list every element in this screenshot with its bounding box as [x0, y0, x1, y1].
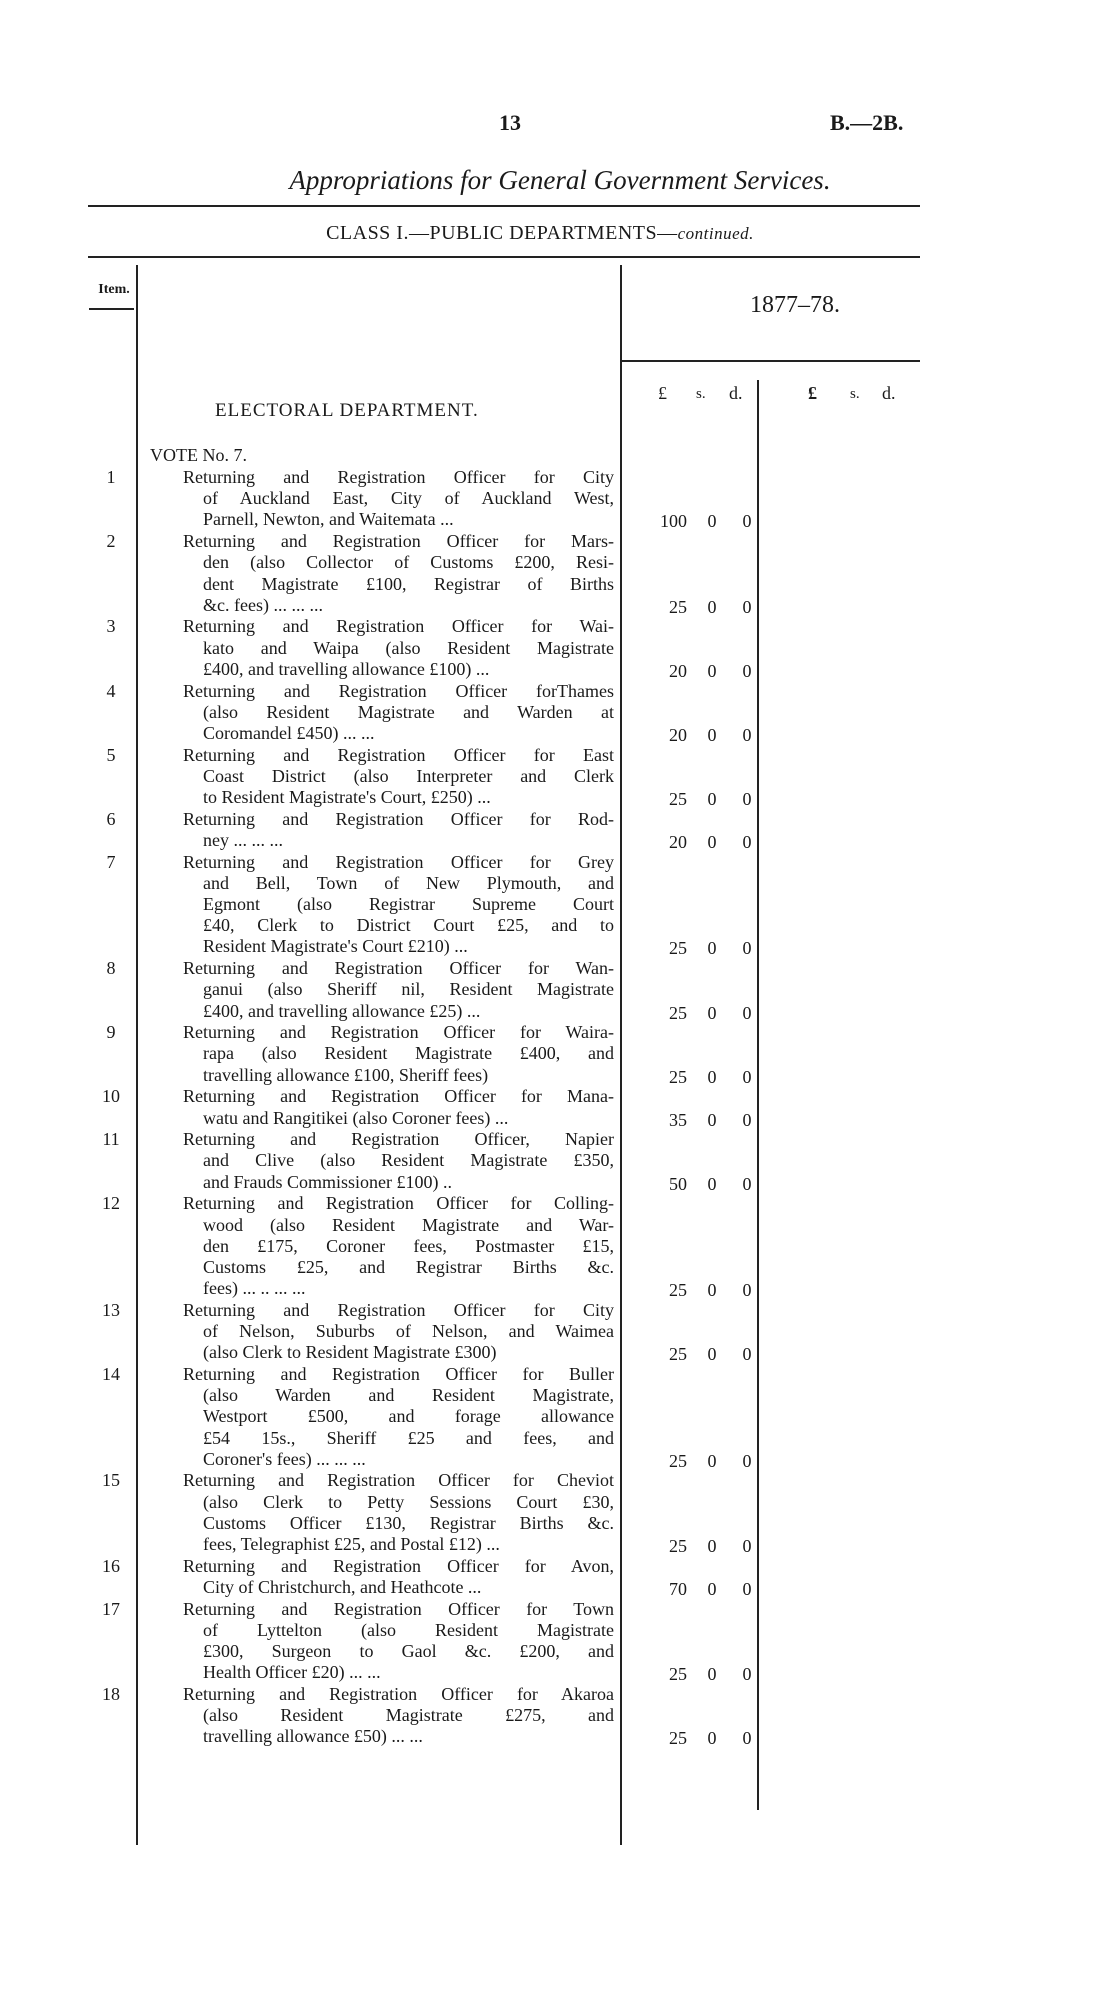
description-line: Returning and Registration Officer for Wai-	[183, 616, 614, 637]
description-line: rapa (also Resident Magistrate £400, and	[203, 1043, 614, 1064]
amount-column-divider	[757, 380, 759, 1810]
item-description	[183, 1129, 614, 1193]
amount-pounds: 50	[669, 1173, 687, 1194]
item-number: 15	[102, 1470, 120, 1491]
class-heading	[140, 222, 940, 245]
description-line: ney ... ... ...	[203, 829, 283, 850]
amount-pence: 0	[742, 1173, 752, 1194]
description-line: Parnell, Newton, and Waitemata ...	[203, 509, 454, 530]
item-header-rule	[89, 308, 134, 310]
item-description	[183, 1470, 614, 1555]
amount-pence: 0	[742, 1578, 752, 1599]
amount-shillings: 0	[707, 511, 717, 532]
description-line: (also Warden and Resident Magistrate,	[203, 1385, 614, 1406]
item-description	[183, 852, 614, 958]
description-line: Coast District (also Interpreter and Clerk	[203, 765, 614, 786]
description-line: fees, Telegraphist £25, and Postal £12) ...	[203, 1534, 500, 1554]
amount-shillings: 0	[707, 1066, 717, 1087]
item-number: 9	[106, 1022, 116, 1043]
description-line: Coroner's fees) ... ... ...	[203, 1448, 366, 1469]
amount-pence: 0	[742, 660, 752, 681]
description-line: watu and Rangitikei (also Coroner fees) ...	[203, 1107, 509, 1128]
item-description	[183, 616, 614, 680]
amount-shillings: 0	[707, 1109, 717, 1130]
amount-shillings: 0	[707, 1344, 717, 1365]
description-line: den £175, Coroner fees, Postmaster £15,	[203, 1235, 614, 1256]
page-title: Appropriations for General Government Services.	[289, 165, 831, 195]
description-line: Resident Magistrate's Court £210) ...	[203, 936, 468, 957]
amount-shillings: 0	[707, 1536, 717, 1556]
pounds-unit-2: £	[808, 383, 817, 403]
description-line: Returning and Registration Officer for Mana-	[183, 1086, 614, 1107]
item-description	[183, 809, 614, 851]
description-line: Returning and Registration Officer for City	[183, 467, 614, 487]
class-rule	[88, 256, 920, 258]
class-heading-text: CLASS I.—PUBLIC DEPARTMENTS—	[326, 222, 678, 244]
item-description	[183, 1193, 614, 1299]
description-line: and Bell, Town of New Plymouth, and	[203, 872, 614, 893]
item-number: 5	[106, 744, 116, 765]
description-line: ganui (also Sheriff nil, Resident Magistrate	[203, 979, 614, 1000]
amount-pence: 0	[742, 1280, 752, 1301]
item-description	[183, 1364, 614, 1470]
item-number: 18	[102, 1683, 120, 1704]
item-description	[183, 1300, 614, 1364]
description-column-divider	[620, 265, 622, 1845]
item-column-header: Item.	[98, 282, 130, 297]
item-number: 16	[102, 1555, 120, 1576]
item-number: 8	[106, 958, 116, 979]
item-number: 11	[102, 1129, 120, 1150]
description-line: Returning and Registration Officer for Cheviot	[183, 1470, 614, 1491]
amount-pence: 0	[742, 831, 752, 852]
description-line: (also Resident Magistrate and Warden at	[203, 701, 614, 722]
amount-shillings: 0	[707, 1173, 717, 1194]
description-line: &c. fees) ... ... ...	[203, 594, 323, 615]
amount-shillings: 0	[707, 660, 717, 681]
item-number: 14	[102, 1363, 120, 1384]
description-line: £300, Surgeon to Gaol &c. £200, and	[203, 1641, 614, 1661]
amount-pence: 0	[742, 596, 752, 617]
amount-shillings: 0	[707, 1280, 717, 1301]
description-line: Returning and Registration Officer for Wan-	[183, 958, 614, 979]
description-line: Returning and Registration Officer for Rod-	[183, 808, 614, 829]
description-line: Health Officer £20) ... ...	[203, 1662, 381, 1683]
item-description	[183, 1022, 614, 1086]
amount-pounds: 20	[669, 660, 687, 681]
description-line: kato and Waipa (also Resident Magistrate	[203, 637, 614, 658]
amount-pence: 0	[742, 1066, 752, 1087]
amount-pounds: 25	[669, 1728, 687, 1749]
amount-pence: 0	[742, 1109, 752, 1130]
description-line: Westport £500, and forage allowance	[203, 1406, 614, 1427]
item-column-divider	[136, 265, 138, 1845]
item-number: 7	[106, 851, 116, 872]
amount-shillings: 0	[707, 1664, 717, 1685]
description-line: £40, Clerk to District Court £25, and to	[203, 915, 614, 936]
shillings-unit-2: s.	[850, 386, 860, 402]
description-line: Returning and Registration Officer for Avon,	[183, 1555, 614, 1576]
amount-pounds: 35	[669, 1109, 687, 1130]
page-number: 13	[499, 110, 521, 135]
description-line: (also Clerk to Petty Sessions Court £30,	[203, 1491, 614, 1512]
item-description	[183, 745, 614, 809]
pence-unit-1: d.	[729, 383, 743, 403]
item-description	[183, 1556, 614, 1598]
item-description	[183, 958, 614, 1022]
item-description	[183, 681, 614, 745]
amount-pounds: 25	[669, 1280, 687, 1301]
description-line: and Clive (also Resident Magistrate £350,	[203, 1150, 614, 1171]
amount-shillings: 0	[707, 1002, 717, 1023]
description-line: £400, and travelling allowance £100) ...	[203, 658, 490, 679]
description-line: Returning and Registration Officer forThames	[183, 680, 614, 701]
item-description	[183, 1684, 614, 1748]
description-line: Coromandel £450) ... ...	[203, 722, 375, 743]
description-line: and Frauds Commissioner £100) ..	[203, 1171, 452, 1192]
item-number: 4	[106, 680, 116, 701]
description-line: Returning and Registration Officer for Akaroa	[183, 1683, 614, 1704]
amount-shillings: 0	[707, 789, 717, 809]
amount-pounds: 20	[669, 724, 687, 745]
description-line: of Auckland East, City of Auckland West,	[203, 488, 614, 509]
item-number: 13	[102, 1299, 120, 1320]
description-line: Returning and Registration Officer for Town	[183, 1598, 614, 1619]
description-line: Returning and Registration Officer for Buller	[183, 1363, 614, 1384]
class-heading-suffix: continued.	[677, 224, 754, 243]
description-line: Returning and Registration Officer for Grey	[183, 851, 614, 872]
description-line: Egmont (also Registrar Supreme Court	[203, 894, 614, 914]
amount-pounds: 70	[669, 1578, 687, 1599]
amount-pounds: 25	[669, 1002, 687, 1023]
item-number: 3	[106, 616, 116, 637]
item-number: 2	[106, 531, 116, 552]
item-description	[183, 467, 614, 531]
description-line: fees) ... .. ... ...	[203, 1278, 306, 1299]
amount-pounds: 100	[660, 511, 687, 532]
amount-shillings: 0	[707, 1728, 717, 1749]
amount-pence: 0	[742, 1450, 752, 1471]
description-line: (also Clerk to Resident Magistrate £300)	[203, 1342, 497, 1363]
amount-shillings: 0	[707, 938, 717, 959]
amount-pounds: 25	[669, 789, 687, 809]
item-number: 6	[106, 808, 116, 829]
pence-unit-2: d.	[882, 383, 896, 403]
amount-pence: 0	[742, 1002, 752, 1023]
amount-pence: 0	[742, 789, 752, 809]
description-line: of Nelson, Suburbs of Nelson, and Waimea	[203, 1321, 614, 1341]
description-line: wood (also Resident Magistrate and War-	[203, 1214, 614, 1235]
amount-pounds: 25	[669, 1664, 687, 1685]
vote-number: VOTE No. 7.	[150, 445, 247, 465]
amount-shillings: 0	[707, 831, 717, 852]
description-line: to Resident Magistrate's Court, £250) ...	[203, 787, 491, 807]
item-description	[183, 1599, 614, 1684]
amount-pounds: 25	[669, 1066, 687, 1087]
description-line: City of Christchurch, and Heathcote ...	[203, 1576, 482, 1597]
amount-pence: 0	[742, 1728, 752, 1749]
description-line: travelling allowance £50) ... ...	[203, 1726, 423, 1747]
amount-shillings: 0	[707, 1450, 717, 1471]
year-header-rule	[620, 360, 920, 362]
description-line: den (also Collector of Customs £200, Resi-	[203, 552, 614, 573]
item-description	[183, 531, 614, 616]
description-line: Returning and Registration Officer, Napier	[183, 1129, 614, 1150]
amount-pounds: 20	[669, 831, 687, 852]
amount-shillings: 0	[707, 724, 717, 745]
item-number: 10	[102, 1086, 120, 1107]
shillings-unit-1: s.	[696, 386, 706, 402]
description-line: of Lyttelton (also Resident Magistrate	[203, 1619, 614, 1640]
description-line: Returning and Registration Officer for East	[183, 744, 614, 765]
amount-shillings: 0	[707, 596, 717, 617]
description-line: Customs Officer £130, Registrar Births &c.	[203, 1512, 614, 1533]
item-description	[183, 1086, 614, 1128]
description-line: Customs £25, and Registrar Births &c.	[203, 1256, 614, 1277]
title-rule	[88, 205, 920, 207]
year-header: 1877–78.	[750, 292, 840, 318]
description-line: (also Resident Magistrate £275, and	[203, 1705, 614, 1726]
description-line: £54 15s., Sheriff £25 and fees, and	[203, 1427, 614, 1448]
description-line: dent Magistrate £100, Registrar of Births	[203, 573, 614, 594]
description-line: Returning and Registration Officer for Mars-	[183, 531, 614, 552]
description-line: travelling allowance £100, Sheriff fees)	[203, 1064, 489, 1085]
amount-pence: 0	[742, 724, 752, 745]
amount-pounds: 25	[669, 1536, 687, 1556]
amount-pounds: 25	[669, 1450, 687, 1471]
amount-pence: 0	[742, 1664, 752, 1685]
pounds-unit-1: £	[658, 383, 667, 403]
amount-pence: 0	[742, 1536, 752, 1556]
amount-pence: 0	[742, 1344, 752, 1365]
item-number: 1	[106, 467, 116, 487]
amount-pence: 0	[742, 511, 752, 532]
description-line: £400, and travelling allowance £25) ...	[203, 1000, 481, 1021]
item-number: 17	[102, 1598, 120, 1619]
item-number: 12	[102, 1193, 120, 1214]
amount-pounds: 25	[669, 938, 687, 959]
description-line: Returning and Registration Officer for Waira-	[183, 1022, 614, 1043]
section-title: ELECTORAL DEPARTMENT.	[215, 400, 479, 421]
amount-pounds: 25	[669, 1344, 687, 1365]
description-line: Returning and Registration Officer for Colling-	[183, 1193, 614, 1214]
amount-shillings: 0	[707, 1578, 717, 1599]
description-line: Returning and Registration Officer for City	[183, 1299, 614, 1320]
document-reference: B.—2B.	[830, 110, 904, 135]
amount-pounds: 25	[669, 596, 687, 617]
amount-pence: 0	[742, 938, 752, 959]
